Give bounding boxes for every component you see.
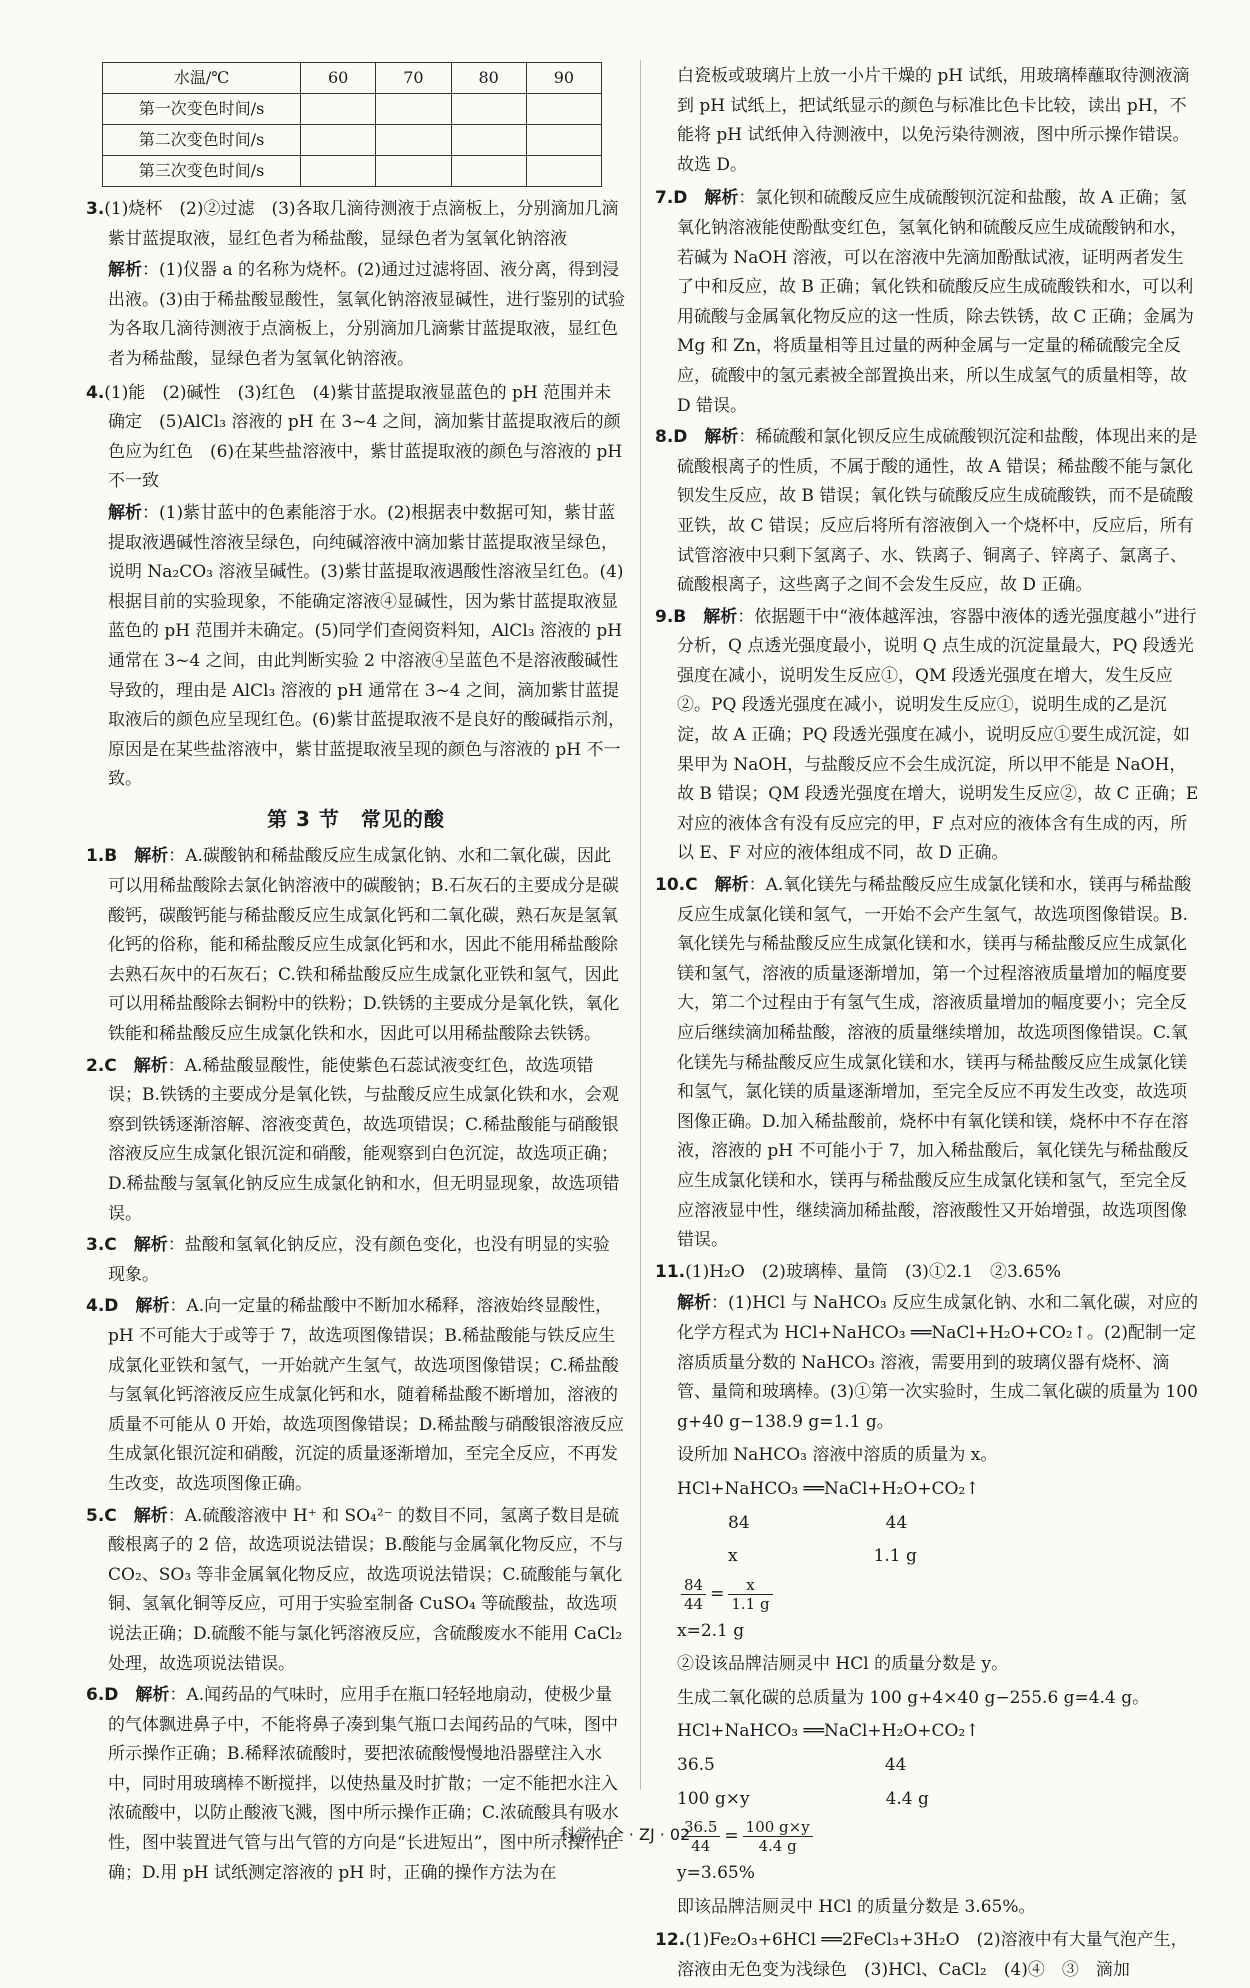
answer-s12: 12.(1)Fe₂O₃+6HCl ══2FeCl₃+3H₂O (2)溶液中有大量气泡产生，溶液由无色变为浅绿色 (3)HCl、CaCl₂ (4)④ ③ 滴加 — [655, 1930, 1188, 1981]
table-row — [103, 156, 602, 187]
calc-line: 即该品牌洁厕灵中 HCl 的质量分数是 3.65%。 — [677, 1896, 1036, 1917]
calc-line: x=2.1 g — [677, 1620, 745, 1641]
answer-q4: 4.(1)能 (2)碱性 (3)红色 (4)紫甘蓝提取液显蓝色的 pH 范围并未确定 (5)AlCl₃ 溶液的 pH 在 3~4 之间，滴加紫甘蓝提取液后的颜色应为红色 (6)在某些盐溶液中，紫甘蓝提取液的颜色与溶液的 pH 不一致 — [86, 382, 623, 492]
table-header-cell: 70 — [376, 63, 451, 94]
table-row — [103, 125, 602, 156]
right-column — [655, 62, 1200, 1988]
analysis-q4: 解析：(1)紫甘蓝中的色素能溶于水。(2)根据表中数据可知，紫甘蓝提取液遇碱性溶液呈绿色，向纯碱溶液中滴加紫甘蓝提取液呈绿色，说明 Na₂CO₃ 溶液呈碱性。(3)紫甘蓝提取液遇酸性溶液呈红色。(4)根据目前的实验现象，不能确定溶液④显碱性，因为紫甘蓝提取液显蓝色的 pH 范围并未确定。(5)同学们查阅资料知，AlCl₃ 溶液的 pH 通常在 3~4 之间，由此判断实验 2 中溶液④呈蓝色不是溶液酸碱性导致的，理由是 AlCl₃ 溶液的 pH 通常在 3~4 之间，滴加紫甘蓝提取液后的颜色应呈现红色。(6)紫甘蓝提取液不是良好的酸碱指示剂，原因是在某些盐溶液中，紫甘蓝提取液呈现的颜色与溶液的 pH 不一致。 — [108, 502, 626, 790]
fraction: $\frac{84}{44}$ — [681, 1576, 706, 1613]
page-footer: 科学九全 · ZJ · 02 — [559, 1825, 691, 1844]
table-row-label: 第一次变色时间/s — [103, 94, 301, 125]
column-divider — [640, 60, 641, 1790]
table-header-cell: 水温/℃ — [103, 63, 301, 94]
answer-s3: 3.C 解析：盐酸和氢氧化钠反应，没有颜色变化，也没有明显的实验现象。 — [86, 1235, 610, 1285]
answer-s7: 7.D 解析：氯化钡和硫酸反应生成硫酸钡沉淀和盐酸，故 A 正确；氢氧化钠溶液能使酚酞变红色，氢氧化钠和硫酸反应生成硫酸钠和水，若碱为 NaOH 溶液，可以在溶液中先滴加酚酞试液，证明两者发生了中和反应，故 B 正确；氧化铁和硫酸反应生成硫酸铁和水，可以利用硫酸与金属氧化物反应的这一性质，除去铁锈，故 C 正确；金属为 Mg 和 Zn，将质量相等且过量的两种金属与一定量的稀硫酸完全反应，硫酸中的氢元素被全部置换出来，所以生成氢气的质量相等，故 D 错误。 — [655, 188, 1194, 416]
proportion-1: $\frac{84}{44}$ = $\frac{x}{1.1 g}$ — [655, 1576, 1200, 1613]
answer-s1: 1.B 解析：A.碳酸钠和稀盐酸反应生成氯化钠、水和二氧化碳，因此可以用稀盐酸除去氯化钠溶液中的碳酸钠；B.石灰石的主要成分是碳酸钙，碳酸钙能与稀盐酸反应生成氯化钙和二氧化碳，熟石灰是氢氧化钙的俗称，能和稀盐酸反应生成氯化钙和水，因此不能用稀盐酸除去熟石灰中的石灰石；C.铁和稀盐酸反应生成氯化亚铁和氢气，因此可以用稀盐酸除去铜粉中的铁粉；D.铁锈的主要成分是氧化铁，氧化铁能和稀盐酸反应生成氯化铁和水，因此可以用稀盐酸除去铁锈。 — [86, 846, 620, 1045]
answer-s9: 9.B 解析：依据题干中“液体越浑浊，容器中液体的透光强度越小”进行分析，Q 点透光强度最小，说明 Q 点生成的沉淀量最大，PQ 段透光强度在减小，说明发生反应①，QM 段透光强度在增大，发生反应②。PQ 段透光强度在减小，说明发生反应①，说明生成的乙是沉淀，故 A 正确；PQ 段透光强度在减小，说明反应①要生成沉淀，如果甲为 NaOH，与盐酸反应不会生成沉淀，所以甲不能是 NaOH，故 B 错误；QM 段透光强度在增大，说明发生反应②，故 C 正确；E 对应的液体含有没有反应完的甲，F 点对应的液体含有生成的丙，所以 E、F 对应的液体组成不同，故 D 正确。 — [655, 606, 1199, 864]
calc-line: HCl+NaHCO₃ ══NaCl+H₂O+CO₂↑ — [677, 1721, 980, 1742]
answer-s10: 10.C 解析：A.氧化镁先与稀盐酸反应生成氯化镁和水，镁再与稀盐酸反应生成氯化镁和氢气，一开始不会产生氢气，故选项图像错误。B.氧化镁先与稀盐酸反应生成氯化镁和水，镁再与稀盐酸反应生成氯化镁和氢气，溶液的质量逐渐增加，第一个过程溶液质量增加的幅度要大，第二个过程由于有氢气生成，溶液质量增加的幅度要小；完全反应后继续滴加稀盐酸，溶液的质量继续增加，故选项图像错误。C.氧化镁先与稀盐酸反应生成氯化镁和水，镁再与稀盐酸反应生成氯化镁和氢气，氯化镁的质量逐渐增加，至完全反应不再发生改变，故选项图像正确。D.加入稀盐酸前，烧杯中有氧化镁和镁，烧杯中不存在溶液，溶液的 pH 不可能小于 7，加入稀盐酸后，氧化镁先与稀盐酸反应生成氯化镁和水，镁再与稀盐酸反应生成氯化镁和氢气，至完全反应溶液显中性，继续滴加稀盐酸，溶液酸性又开始增强，故选项图像错误。 — [655, 875, 1192, 1251]
proportion-2: $\frac{36.5}{44}$ = $\frac{100 g\times y}{4.4 g}$ — [655, 1818, 1200, 1855]
table-header-cell: 60 — [301, 63, 376, 94]
analysis-s6-continued: 白瓷板或玻璃片上放一小片干燥的 pH 试纸，用玻璃棒蘸取待测液滴到 pH 试纸上，把试纸显示的颜色与标准比色卡比较，读出 pH，不能将 pH 试纸伸入待测液中，以免污染待测液，图中所示操作错误。故选 D。 — [677, 66, 1190, 175]
calc-line: HCl+NaHCO₃ ══NaCl+H₂O+CO₂↑ — [677, 1478, 980, 1499]
fraction: $\frac{36.5}{44}$ — [681, 1818, 720, 1855]
calc-line: y=3.65% — [677, 1863, 755, 1884]
section-title: 第 3 节 常见的酸 — [267, 806, 445, 831]
answer-s11: 11.(1)H₂O (2)玻璃棒、量筒 (3)①2.1 ②3.65% — [655, 1261, 1061, 1282]
answer-s5: 5.C 解析：A.硫酸溶液中 H⁺ 和 SO₄²⁻ 的数目不同，氢离子数目是硫酸根离子的 2 倍，故选项说法错误；B.酸能与金属氧化物反应，不与 CO₂、SO₃ 等非金属氧化物反应，故选项说法错误；C.硫酸能与氧化铜、氢氧化铜等反应，可用于实验室制备 CuSO₄ 等硫酸盐，故选项说法正确；D.硫酸不能与氯化钙溶液反应，含硫酸废水不能用 CaCl₂ 处理，故选项说法错误。 — [86, 1505, 624, 1674]
calc-line: 84 44 — [677, 1512, 908, 1533]
table-row — [103, 94, 602, 125]
calc-line: x 1.1 g — [677, 1546, 917, 1567]
table-row-label: 第三次变色时间/s — [103, 156, 301, 187]
table-header-cell: 90 — [526, 63, 601, 94]
calc-line: 设所加 NaHCO₃ 溶液中溶质的质量为 x。 — [677, 1445, 998, 1466]
table-row-label: 第二次变色时间/s — [103, 125, 301, 156]
answer-s8: 8.D 解析：稀硫酸和氯化钡反应生成硫酸钡沉淀和盐酸，体现出来的是硫酸根离子的性质，不属于酸的通性，故 A 错误；稀盐酸不能与氯化钡发生反应，故 B 错误；氧化铁与硫酸反应生成硫酸铁，而不是硫酸亚铁，故 C 错误；反应后将所有溶液倒入一个烧杯中，反应后，所有试管溶液中只剩下氢离子、水、铁离子、铜离子、锌离子、氯离子、硫酸根离子，这些离子之间不会发生反应，故 D 正确。 — [655, 427, 1198, 596]
answer-s6: 6.D 解析：A.闻药品的气味时，应用手在瓶口轻轻地扇动，使极少量的气体飘进鼻子中，不能将鼻子凑到集气瓶口去闻药品的气味，图中所示操作正确；B.稀释浓硫酸时，要把浓硫酸慢慢地沿器壁注入水中，同时用玻璃棒不断搅拌，以使热量及时扩散；一定不能把水注入浓硫酸中，以防止酸液飞溅，图中所示操作正确；C.浓硫酸具有吸水性，图中装置进气管与出气管的方向是“长进短出”，图中所示操作正确；D.用 pH 试纸测定溶液的 pH 时，正确的操作方法为在 — [86, 1685, 619, 1883]
answer-s4: 4.D 解析：A.向一定量的稀盐酸中不断加水稀释，溶液始终显酸性，pH 不可能大于或等于 7，故选项图像错误；B.稀盐酸能与铁反应生成氯化亚铁和氢气，一开始就产生氢气，故选项图像错误；C.稀盐酸与氢氧化钙溶液反应生成氯化钙和水，随着稀盐酸不断增加，溶液的质量不可能从 0 开始，故选项图像错误；D.稀盐酸与硝酸银溶液反应生成氯化银沉淀和硝酸，沉淀的质量逐渐增加，至完全反应，不再发生改变，故选项图像正确。 — [86, 1296, 625, 1494]
analysis-s11: 解析：(1)HCl 与 NaHCO₃ 反应生成氯化钠、水和二氧化碳，对应的化学方程式为 HCl+NaHCO₃ ══NaCl+H₂O+CO₂↑。(2)配制一定溶质质量分数的 NaHCO₃ 溶液，需要用到的玻璃仪器有烧杯、滴管、量筒和玻璃棒。(3)①第一次实验时，生成二氧化碳的质量为 100 g+40 g−138.9 g=1.1 g。 — [677, 1293, 1199, 1432]
fraction: $\frac{x}{1.1 g}$ — [728, 1576, 772, 1613]
answer-s2: 2.C 解析：A.稀盐酸显酸性，能使紫色石蕊试液变红色，故选项错误；B.铁锈的主要成分是氧化铁，与盐酸反应生成氯化铁和水，会观察到铁锈逐渐溶解、溶液变黄色，故选项错误；C.稀盐酸能与硝酸银溶液反应生成氯化银沉淀和硝酸，能观察到白色沉淀，故选项正确；D.稀盐酸与氢氧化钠反应生成氯化钠和水，但无明显现象，故选项错误。 — [86, 1055, 620, 1224]
answer-q3: 3.(1)烧杯 (2)②过滤 (3)各取几滴待测液于点滴板上，分别滴加几滴紫甘蓝提取液，显红色者为稀盐酸，显绿色者为氢氧化钠溶液 — [86, 199, 619, 249]
calc-line: ②设该品牌洁厕灵中 HCl 的质量分数是 y。 — [677, 1654, 1009, 1675]
calc-line: 100 g×y 4.4 g — [677, 1788, 929, 1809]
calc-line: 36.5 44 — [677, 1755, 907, 1776]
fraction: $\frac{100 g\times y}{4.4 g}$ — [743, 1818, 813, 1855]
table-header-row — [103, 63, 602, 94]
left-column — [86, 62, 626, 1890]
calc-line: 生成二氧化碳的总质量为 100 g+4×40 g−255.6 g=4.4 g。 — [677, 1687, 1150, 1708]
analysis-q3: 解析：(1)仪器 a 的名称为烧杯。(2)通过过滤将固、液分离，得到浸出液。(3)由于稀盐酸显酸性，氢氧化钠溶液显碱性，进行鉴别的试验为各取几滴待测液于点滴板上，分别滴加几滴紫甘蓝提取液，显红色者为稀盐酸，显绿色者为氢氧化钠溶液。 — [108, 260, 626, 369]
water-temperature-table — [102, 62, 602, 187]
table-header-cell: 80 — [451, 63, 526, 94]
